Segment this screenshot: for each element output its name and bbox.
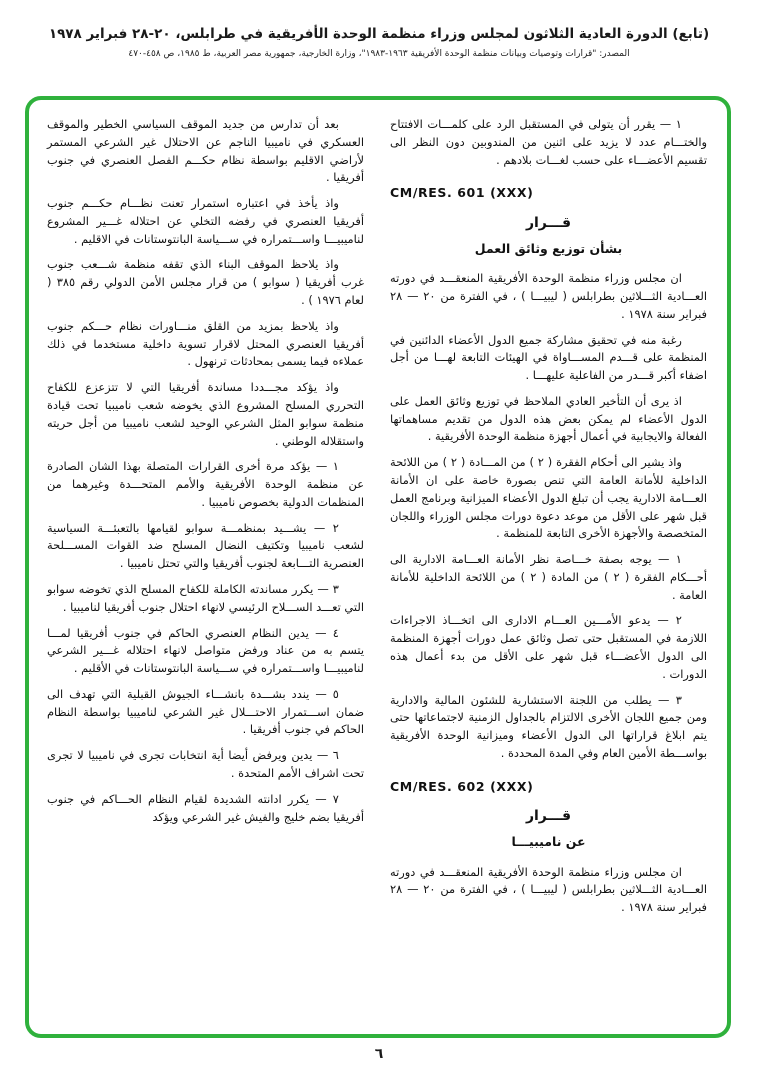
paragraph: واذ يلاحظ الموقف البناء الذي تقفه منظمة شـــعب جنوب غرب أفريقيا ( سوابو ) من قرار مجلس الأمن الدولي رقم ٣٨٥ ( لعام ١٩٧٦ ) . [47, 257, 364, 308]
paragraph: ان مجلس وزراء منظمة الوحدة الأفريقية المنعقـــد في دورته العـــادية الثـــلاثين بطرابلس ( ليبيـــا ) ، في الفترة من ٢٠ — ٢٨ فبراير سنة ١٩٧٨ . [390, 271, 707, 321]
paragraph: ٢ — يدعو الأمـــين العـــام الادارى الى اتخـــاذ الاجراءات اللازمة في المستقبل حتى تصل وثائق عمل دورات أجهزة المنظمة الى الدول الأعضـــاء قبل شهر على الأقل من بدء أعمال هذه الدورات . [390, 613, 707, 681]
paragraph: ١ — يوجه بصفة خـــاصة نظر الأمانة العـــامة الادارية الى أحـــكام الفقرة ( ٢ ) من المادة ( ٢ ) من اللائحة الداخلية للأمانة العامة . [390, 552, 708, 602]
column-right [390, 116, 707, 1024]
paragraph: ٧ — يكرر ادانته الشديدة لقيام النظام الحـــاكم في جنوب أفريقيا بضم خليج والفيش غير الشرعي ويؤكد [47, 791, 364, 824]
paragraph: ٢ — يشـــيد بمنظمـــة سوابو لقيامها بالتعبئـــة السياسية لشعب ناميبيا وتكتيف النضال المسلح ضد القوات المســـلحة العنصرية التـــابعة لجنوب أفريقيا والتي تحتل ناميبيا . [47, 520, 364, 571]
resolution-heading: قـــرار [525, 808, 572, 825]
paragraph: واذ يشير الى أحكام الفقرة ( ٢ ) من المـــادة ( ٢ ) من اللائحة الداخلية للأمانة العامة التي تنص بصورة خاصة على ان الأمانة العـــامة الادارية يجب أن تبلغ الدول الأعضاء الميزانية وبرنامج العمل قبل شهر على الأقل من موعد دعوة دورات مجلس الوزراء واللجان المتخصصة والأجهزة الأخرى التابعة للمنظمة . [390, 455, 707, 541]
paragraph: ١ — يقرر أن يتولى في المستقبل الرد على كلمـــات الافتتاح والختـــام عدد لا يزيد على اثنين من المندوبين دون النظر الى تقسيم الأعضـــاء على حسب لغـــات بلادهم . [390, 117, 707, 167]
paragraph: ٦ — يدين ويرفض أيضا أية انتخابات تجرى في ناميبيا لا تجرى تحت اشراف الأمم المتحدة . [47, 748, 364, 780]
resolution-ref: CM/RES. 601 (XXX) [390, 185, 534, 201]
paragraph: واذ يؤكد مجـــددا مساندة أفريقيا التي لا تتزعزع للكفاح التحرري المسلح المشروع الذي يخوضه شعب ناميبيا تحت قيادة منظمة سوابو المثل الشرعي الوحيد لشعب ناميبيا من أجل حريته واستقلاله الوطني . [47, 380, 364, 448]
paragraph: واذ يلاحظ بمزيد من القلق منـــاورات نظام حـــكم جنوب أفريقيا العنصري المحتل لاقرار تسوية داخلية مستخدما في ذلك عملاءه فيما يسمى بمحادثات ترنهول . [47, 318, 364, 369]
paragraph: ٣ — يكرر مساندته الكاملة للكفاح المسلح الذي تخوضه سوابو التي تعـــد الســـلاح الرئيسي لانهاء احتلال جنوب أفريقيا لناميبيا . [47, 581, 364, 614]
header-source: المصدر: "قرارات وتوصيات وبيانات منظمة الوحدة الأفريقية ١٩٦٣-١٩٨٣"، وزارة الخارجية، جمهورية مصر العربية، ط ١٩٨٥، ص ٤٥٨-٤٧٠ [128, 49, 630, 59]
paragraph: واذ يأخذ في اعتباره استمرار تعنت نظـــام حكـــم جنوب أفريقيا العنصري في رفضه التخلي عن احتلاله غـــير المشروع لناميبيـــا واســـتمراره في ســـياسة البانتوستانات في الاقليم . [47, 196, 364, 246]
resolution-ref: CM/RES. 602 (XXX) [390, 778, 534, 794]
paragraph: ٤ — يدين النظام العنصري الحاكم في جنوب أفريقيا لمـــا يتسم به من عناد ورفض متواصل لانهاء احتلاله غـــير الشرعي لناميبيـــا واســـتمراره في ســـياسة البانتوستانات في الأقليم . [47, 625, 364, 676]
paragraph: ٥ — يندد بشـــدة بانشـــاء الجيوش القبلية التي تهدف الى ضمان اســـتمرار الاحتـــلال غير الشرعي لناميبيا بواسطة النظام الحاكم في جنوب أفريقيا . [47, 686, 364, 737]
header-title: (تابع) الدورة العادية الثلاثون لمجلس وزراء منظمة الوحدة الأفريقية في طرابلس، ٢٠-٢٨ فبراير ١٩٧٨ [48, 26, 710, 42]
paragraph: رغبة منه في تحقيق مشاركة جميع الدول الأعضاء الدائنين في المنظمة على قـــدم المســـاواة في الهيئات التابعة لهـــا من أجل اضفاء أكبر قـــدر من الفاعلية عليهـــا . [390, 332, 707, 383]
page-number: ٦ [374, 1046, 384, 1062]
column-left [47, 116, 364, 1024]
resolution-subheading: بشأن توزيع وثائق العمل [474, 240, 623, 256]
resolution-heading: قـــرار [525, 214, 572, 231]
resolution-subheading: عن ناميبيـــا [511, 834, 586, 850]
paragraph: ٣ — يطلب من اللجنة الاستشارية للشئون المالية والادارية ومن جميع اللجان الأخرى الالتزام بالجداول الزمنية لاجتماعاتها حتى يتم ابلاغ قراراتها الى الدول الأعضاء وميزانية الوحدة الأفريقية بواســـطة الأمين العام وفي المدة المحددة . [390, 692, 707, 760]
content-frame [25, 96, 731, 1038]
two-column-layout [47, 116, 707, 1024]
paragraph: ان مجلس وزراء منظمة الوحدة الأفريقية المنعقـــد في دورته العـــادية الثـــلاثين بطرابلس ( ليبيـــا ) ، في الفترة من ٢٠ — ٢٨ فبراير سنة ١٩٧٨ . [390, 864, 707, 915]
page-header [0, 0, 758, 59]
paragraph: بعد أن تدارس من جديد الموقف السياسي الخطير والموقف العسكري في ناميبيا الناجم عن الاحتلال غير الشرعي المستمر لأراضي الاقليم بواسطة نظام حكـــم الفصل العنصري في جنوب أفريقيا . [47, 117, 364, 185]
paragraph: اذ يرى أن التأخير العادي الملاحظ في توزيع وثائق العمل على الدول الأعضاء لم يمكن بعض هذه الدول من تقديم مساهماتها الفعالة والايجابية في أعمال أجهزة منظمة الوحدة الأفريقية . [390, 393, 707, 444]
paragraph: ١ — يؤكد مرة أخرى القرارات المتصلة بهذا الشان الصادرة عن منظمة الوحدة الأفريقية والأمم المتحـــدة وغيرهما من المنظمات الدولية بخصوص ناميبيا . [47, 459, 364, 509]
